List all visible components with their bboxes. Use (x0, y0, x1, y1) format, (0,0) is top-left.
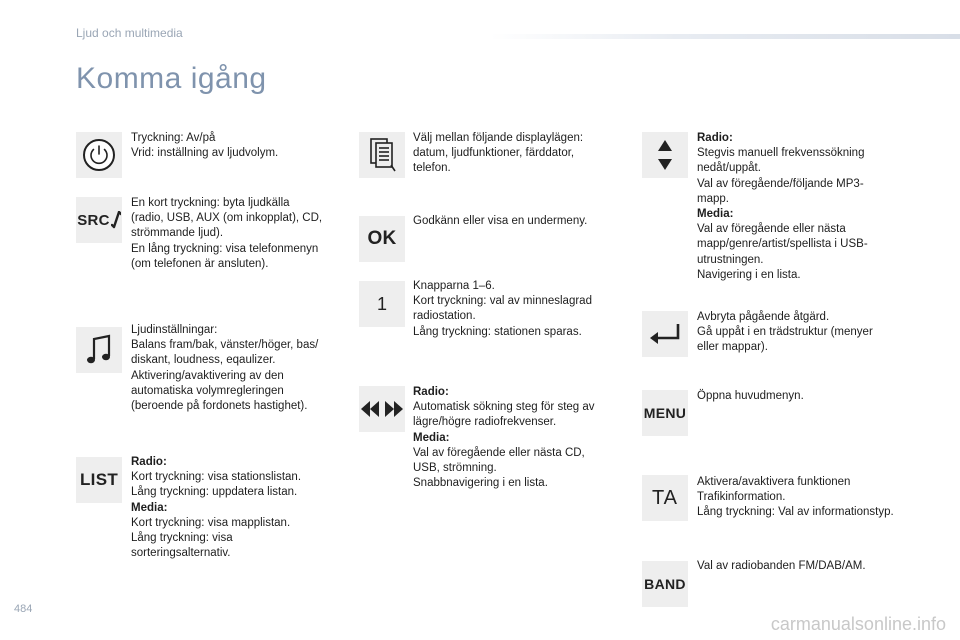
desc-line: (om telefonen är ansluten). (131, 257, 269, 270)
band-icon-label: BAND (644, 576, 686, 592)
ok-icon-label: OK (367, 228, 397, 249)
updown-description (697, 131, 868, 283)
header-divider (490, 34, 960, 39)
desc-heading: Media: (413, 431, 450, 444)
desc-line: utrustningen. (697, 253, 764, 266)
desc-line: radiostation. (413, 310, 476, 323)
desc-line: Balans fram/bak, vänster/höger, bas/ (131, 339, 319, 352)
display-pages-icon (366, 137, 398, 173)
desc-line: USB, strömning. (413, 462, 497, 475)
page-number: 484 (14, 603, 33, 615)
desc-line: Lång tryckning: visa (131, 532, 233, 545)
desc-line: Lång tryckning: Val av informationstyp. (697, 506, 894, 519)
seek-description (413, 385, 595, 491)
power-icon (82, 138, 116, 172)
desc-line: mapp. (697, 192, 729, 205)
desc-line: Aktivera/avaktivera funktionen (697, 476, 851, 488)
desc-line: Snabbnavigering i en lista. (413, 477, 548, 490)
desc-line: automatiska volymregleringen (131, 384, 284, 397)
one-icon-label: 1 (376, 293, 387, 314)
ta-description (697, 475, 894, 521)
display-description (413, 131, 583, 177)
desc-line: Ljudinställningar: (131, 324, 218, 336)
desc-heading: Radio: (413, 386, 449, 398)
desc-line: lägre/högre radiofrekvenser. (413, 416, 557, 429)
list-button-tile (76, 457, 122, 503)
desc-line: Godkänn eller visa en undermeny. (413, 215, 588, 227)
desc-line: strömmande ljud). (131, 227, 224, 240)
desc-line: Stegvis manuell frekvenssökning (697, 147, 865, 160)
desc-line: (radio, USB, AUX (om inkopplat), CD, (131, 212, 323, 225)
desc-line: Lång tryckning: stationen sparas. (413, 325, 582, 338)
src-button-tile (76, 197, 122, 243)
desc-line: Öppna huvudmenyn. (697, 390, 804, 402)
back-button-tile (642, 311, 688, 357)
updown-button-tile (642, 132, 688, 178)
desc-line: Val av föregående eller nästa (697, 223, 846, 236)
preset-button-tile (359, 281, 405, 327)
phone-handset-icon (111, 211, 121, 229)
list-icon-label: LIST (79, 470, 119, 489)
desc-line: Välj mellan följande displaylägen: (413, 132, 584, 144)
power-button-tile (76, 132, 122, 178)
ok-button-tile (359, 216, 405, 262)
page-title: Komma igång (76, 62, 267, 95)
ta-icon-label: TA (651, 486, 679, 509)
desc-line: (beroende på fordonets hastighet). (131, 400, 308, 413)
desc-line: En lång tryckning: visa telefonmenyn (131, 242, 319, 255)
music-note-icon (85, 333, 113, 367)
desc-heading: Radio: (697, 132, 733, 144)
desc-line: Val av föregående eller nästa CD, (413, 446, 585, 459)
desc-line: Trafikinformation. (697, 491, 786, 504)
desc-line: Val av föregående/följande MP3- (697, 177, 864, 190)
desc-line: Kort tryckning: visa stationslistan. (131, 471, 302, 484)
desc-line: nedåt/uppåt. (697, 162, 761, 175)
desc-line: Gå uppåt i en trädstruktur (menyer (697, 326, 873, 339)
list-description (131, 455, 301, 561)
src-icon-label: SRC (77, 211, 110, 229)
display-button-tile (359, 132, 405, 178)
desc-line: Automatisk sökning steg för steg av (413, 401, 595, 414)
menu-button-tile (642, 390, 688, 436)
band-button-tile (642, 561, 688, 607)
src-description (131, 196, 322, 272)
desc-line: diskant, loudness, eqaulizer. (131, 354, 276, 367)
desc-heading: Radio: (131, 456, 167, 468)
desc-line: Navigering i en lista. (697, 268, 801, 281)
desc-line: eller mappar). (697, 341, 768, 354)
ta-button-tile (642, 475, 688, 521)
desc-line: datum, ljudfunktioner, färddator, (413, 147, 575, 160)
menu-icon-label: MENU (643, 405, 687, 421)
desc-line: Kort tryckning: visa mapplistan. (131, 516, 291, 529)
desc-line: Knapparna 1–6. (413, 280, 495, 292)
desc-line: Vrid: inställning av ljudvolym. (131, 147, 279, 160)
desc-heading: Media: (131, 501, 168, 514)
desc-line: Aktivering/avaktivering av den (131, 369, 284, 382)
band-description (697, 559, 866, 574)
section-header: Ljud och multimedia (76, 26, 183, 40)
desc-heading: Media: (697, 208, 734, 221)
desc-line: telefon. (413, 162, 451, 175)
ok-description (413, 214, 587, 229)
back-description (697, 310, 873, 356)
preset-description (413, 279, 592, 340)
desc-line: Kort tryckning: val av minneslagrad (413, 295, 592, 308)
up-down-arrows-icon (655, 138, 675, 172)
desc-line: Avbryta pågående åtgärd. (697, 311, 830, 323)
watermark: carmanualsonline.info (770, 614, 946, 634)
back-return-icon (648, 322, 682, 346)
seek-button-tile (359, 386, 405, 432)
desc-line: En kort tryckning: byta ljudkälla (131, 197, 290, 209)
power-description (131, 131, 278, 161)
seek-arrows-icon (360, 399, 404, 419)
audio-settings-description (131, 323, 318, 414)
desc-line: sorteringsalternativ. (131, 547, 231, 560)
desc-line: Val av radiobanden FM/DAB/AM. (697, 560, 866, 572)
desc-line: mapp/genre/artist/spellista i USB- (697, 238, 868, 251)
audio-settings-button-tile (76, 327, 122, 373)
desc-line: Lång tryckning: uppdatera listan. (131, 486, 298, 499)
menu-description (697, 389, 804, 404)
desc-line: Tryckning: Av/på (131, 132, 216, 144)
